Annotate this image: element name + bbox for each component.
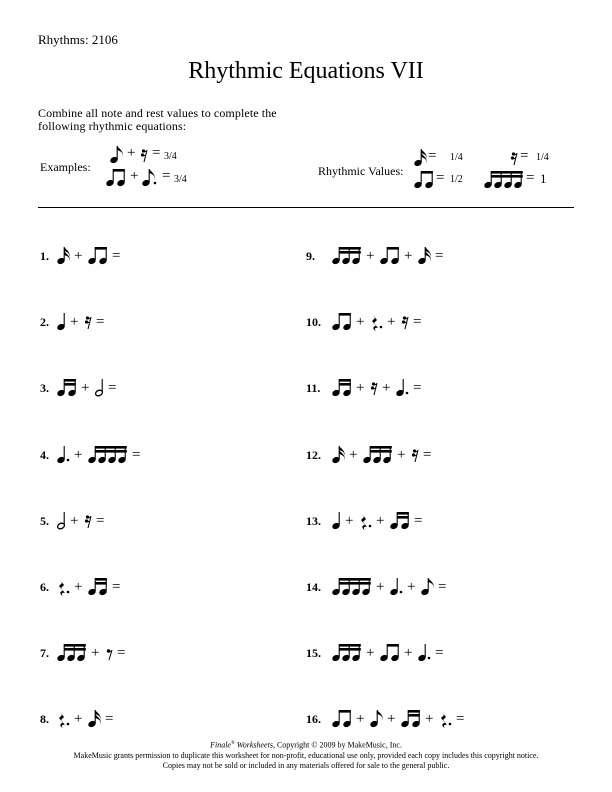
- sixteenth-rest-glyph: [411, 443, 420, 465]
- plus-operator: +: [387, 314, 396, 331]
- plus-operator: +: [356, 314, 365, 331]
- rhythmic-value-2-value: 1/4: [536, 152, 549, 163]
- sixteenth-rest-glyph: [140, 143, 149, 165]
- eighth-rest-glyph: [105, 641, 114, 663]
- problem-number: 9.: [306, 249, 315, 263]
- problem-number: 7.: [40, 646, 49, 661]
- problem-13: [306, 509, 566, 533]
- equals-operator: =: [456, 711, 465, 728]
- two-beamed-eighths-symbol: [414, 168, 435, 195]
- equals-operator: =: [526, 170, 535, 186]
- rhythmic-value-2: [510, 146, 570, 168]
- equals-operator: =: [152, 145, 161, 161]
- three-beamed-sixteenths-glyph: [332, 244, 363, 266]
- problem-15: [306, 641, 566, 665]
- plus-operator: +: [356, 380, 365, 397]
- quarter-note-glyph: [57, 310, 67, 332]
- problem-number: 13.: [306, 513, 321, 528]
- equals-operator: =: [162, 168, 171, 184]
- equals-operator: =: [414, 512, 423, 529]
- four-beamed-sixteenths-symbol: [484, 168, 525, 195]
- plus-operator: +: [407, 579, 416, 595]
- footer-line-2: MakeMusic grants permission to duplicate this worksheet for non-profit, educational use only, provided each copy includes this copyright notice.: [73, 750, 539, 760]
- rhythmic-value-3-value: 1/2: [450, 174, 463, 185]
- equals-operator: =: [438, 579, 447, 595]
- four-beamed-sixteenths-glyph: [88, 443, 129, 465]
- eighth-note-glyph: [110, 143, 124, 165]
- dotted-quarter-rest-glyph: [370, 310, 384, 332]
- rhythmic-values-label: Rhythmic Values:: [318, 164, 404, 178]
- rhythmic-value-1-value: 1/4: [450, 152, 463, 163]
- problem-number: 15.: [306, 646, 321, 661]
- plus-operator: +: [70, 314, 79, 331]
- problem-16: [306, 707, 566, 731]
- equals-operator: =: [112, 248, 121, 264]
- sixteenth-note-glyph: [418, 244, 432, 266]
- plus-operator: +: [74, 248, 83, 264]
- two-beamed-eighths-glyph: [332, 707, 353, 729]
- plus-operator: +: [81, 380, 90, 397]
- half-note-glyph: [95, 376, 105, 398]
- plus-operator: +: [349, 446, 358, 463]
- plus-operator: +: [366, 248, 375, 264]
- two-beamed-eighths-glyph: [414, 168, 435, 190]
- dotted-quarter-note-glyph: [418, 641, 432, 663]
- dotted-quarter-rest-glyph: [439, 707, 453, 729]
- two-beamed-sixteenths-glyph: [332, 376, 353, 398]
- problem-1: [40, 244, 300, 268]
- four-beamed-sixteenths-glyph: [484, 168, 525, 190]
- problem-2: [40, 310, 300, 334]
- footer-line-3: Copies may not be sold or included in any materials offered for sale to the general public.: [162, 760, 450, 770]
- three-beamed-sixteenths-glyph: [332, 641, 363, 663]
- two-beamed-eighths-symbol: [106, 166, 127, 193]
- problem-number: 1.: [40, 249, 49, 263]
- problem-5: [40, 509, 300, 533]
- problem-10: [306, 310, 566, 334]
- dotted-eighth-symbol: [142, 166, 158, 193]
- two-beamed-sixteenths-glyph: [401, 707, 422, 729]
- three-beamed-sixteenths-glyph: [57, 641, 88, 663]
- three-beamed-sixteenths-glyph: [363, 443, 394, 465]
- plus-operator: +: [70, 512, 79, 529]
- equals-operator: =: [112, 579, 121, 595]
- problem-number: 12.: [306, 447, 321, 462]
- eighth-note-glyph: [370, 707, 384, 729]
- footer-line-1: Finale® Worksheets, Copyright © 2009 by MakeMusic, Inc.: [210, 740, 402, 750]
- problem-14: [306, 575, 566, 599]
- plus-operator: +: [345, 512, 354, 529]
- problem-number: 10.: [306, 315, 321, 330]
- examples-label: Examples:: [40, 160, 91, 174]
- problem-number: 8.: [40, 712, 49, 727]
- two-beamed-eighths-glyph: [380, 641, 401, 663]
- problem-number: 2.: [40, 315, 49, 330]
- half-note-glyph: [57, 509, 67, 531]
- dotted-quarter-rest-glyph: [359, 509, 373, 531]
- plus-operator: +: [382, 380, 391, 397]
- equals-operator: =: [108, 380, 117, 397]
- equals-operator: =: [413, 380, 422, 397]
- problem-number: 3.: [40, 381, 49, 396]
- four-beamed-sixteenths-glyph: [332, 575, 373, 597]
- example-2-result: 3/4: [174, 174, 187, 185]
- rhythmic-value-3: [414, 168, 474, 190]
- instructions: Combine all note and rest values to complete the following rhythmic equations:: [38, 106, 277, 133]
- problem-number: 6.: [40, 580, 49, 594]
- problem-7: [40, 641, 300, 665]
- problem-number: 14.: [306, 580, 321, 594]
- problem-4: [40, 443, 300, 467]
- plus-operator: +: [425, 711, 434, 728]
- sixteenth-rest-glyph: [510, 146, 519, 168]
- equals-operator: =: [413, 314, 422, 331]
- sixteenth-rest-glyph: [401, 310, 410, 332]
- example-1: [110, 143, 230, 165]
- sixteenth-note-glyph: [57, 244, 71, 266]
- plus-operator: +: [74, 446, 83, 463]
- sixteenth-rest-glyph: [84, 310, 93, 332]
- copyright-footer: [0, 739, 612, 771]
- quarter-note-glyph: [332, 509, 342, 531]
- equals-operator: =: [435, 248, 444, 264]
- equals-operator: =: [132, 446, 141, 463]
- equals-operator: =: [423, 446, 432, 463]
- plus-operator: +: [356, 711, 365, 728]
- equals-operator: =: [96, 314, 105, 331]
- divider-rule: [38, 207, 574, 208]
- plus-operator: +: [404, 248, 413, 264]
- two-beamed-eighths-glyph: [106, 166, 127, 188]
- equals-operator: =: [117, 645, 126, 662]
- plus-operator: +: [130, 168, 139, 184]
- problem-3: [40, 376, 300, 400]
- plus-operator: +: [376, 512, 385, 529]
- example-2: [106, 166, 226, 188]
- plus-operator: +: [376, 579, 385, 595]
- sixteenth-note-glyph: [414, 146, 428, 168]
- plus-operator: +: [74, 579, 83, 595]
- two-beamed-eighths-glyph: [380, 244, 401, 266]
- problem-11: [306, 376, 566, 400]
- sixteenth-rest-glyph: [84, 509, 93, 531]
- equals-operator: =: [520, 148, 529, 164]
- plus-operator: +: [91, 645, 100, 662]
- sixteenth-note-glyph: [332, 443, 346, 465]
- plus-operator: +: [404, 645, 413, 662]
- equals-operator: =: [428, 148, 437, 164]
- plus-operator: +: [366, 645, 375, 662]
- problem-number: 11.: [306, 381, 321, 396]
- dotted-quarter-rest-glyph: [57, 707, 71, 729]
- equals-operator: =: [105, 711, 114, 728]
- worksheet-id: Rhythms: 2106: [38, 32, 118, 47]
- sixteenth-note-glyph: [88, 707, 102, 729]
- problem-9: [306, 244, 566, 268]
- two-beamed-eighths-glyph: [332, 310, 353, 332]
- rhythmic-value-1: [414, 146, 474, 168]
- rhythmic-value-4: [484, 168, 564, 190]
- dotted-eighth-note-glyph: [142, 166, 158, 188]
- plus-operator: +: [397, 446, 406, 463]
- plus-operator: +: [387, 711, 396, 728]
- problem-number: 4.: [40, 447, 49, 462]
- equals-operator: =: [435, 645, 444, 662]
- plus-operator: +: [74, 711, 83, 728]
- eighth-note-glyph: [421, 575, 435, 597]
- problem-8: [40, 707, 300, 731]
- dotted-quarter-note-glyph: [390, 575, 404, 597]
- two-beamed-sixteenths-glyph: [88, 575, 109, 597]
- dotted-quarter-note-glyph: [396, 376, 410, 398]
- equals-operator: =: [96, 512, 105, 529]
- equals-operator: =: [436, 170, 445, 186]
- plus-operator: +: [127, 145, 136, 161]
- two-beamed-eighths-glyph: [88, 244, 109, 266]
- problem-6: [40, 575, 300, 599]
- dotted-quarter-rest-glyph: [57, 575, 71, 597]
- two-beamed-sixteenths-glyph: [57, 376, 78, 398]
- problem-12: [306, 443, 566, 467]
- two-beamed-sixteenths-glyph: [390, 509, 411, 531]
- example-1-result: 3/4: [164, 151, 177, 162]
- dotted-quarter-note-glyph: [57, 443, 71, 465]
- problem-number: 16.: [306, 712, 321, 727]
- problem-number: 5.: [40, 513, 49, 528]
- sixteenth-rest-glyph: [370, 376, 379, 398]
- page-title: Rhythmic Equations VII: [188, 58, 424, 84]
- rhythmic-value-4-value: 1: [540, 171, 547, 186]
